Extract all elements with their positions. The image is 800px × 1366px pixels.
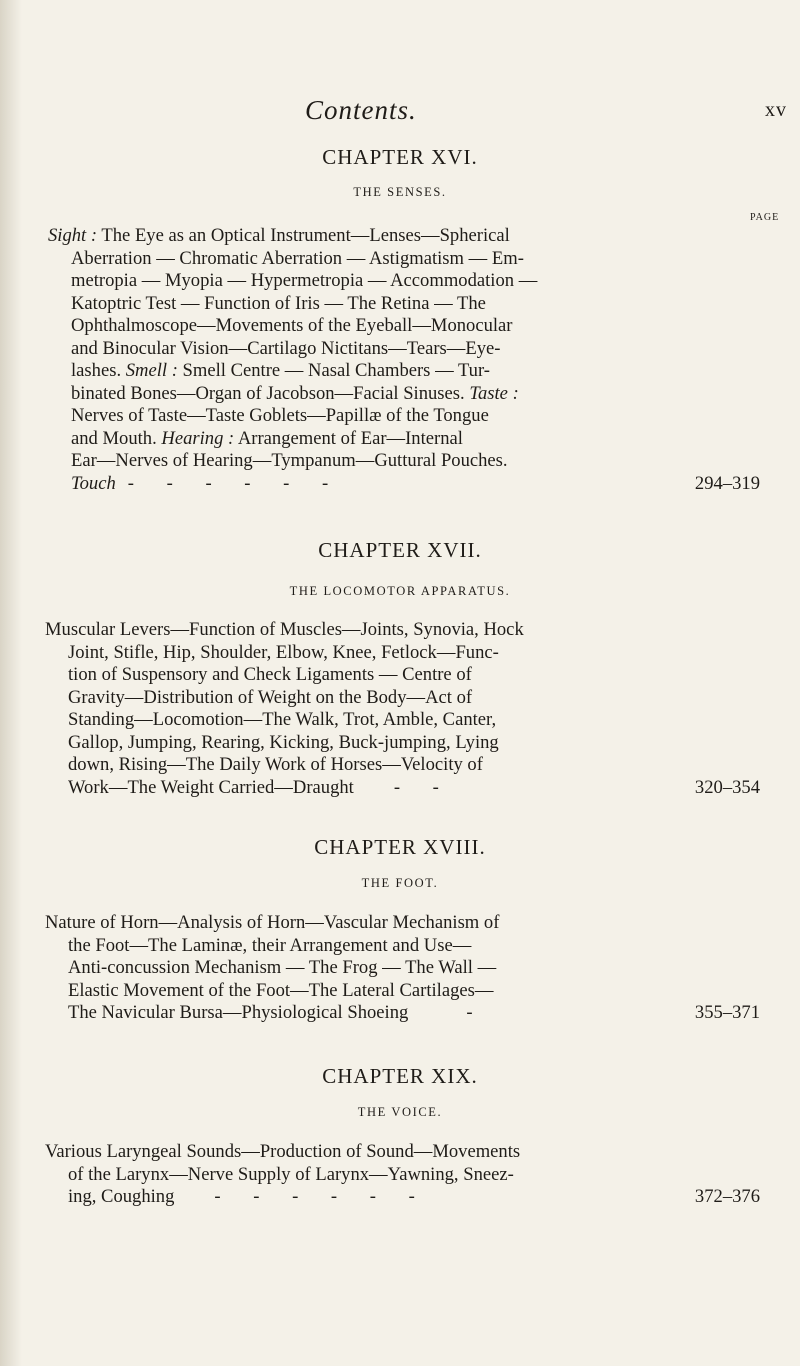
summary-line: Joint, Stifle, Hip, Shoulder, Elbow, Knee, Fetlock—Func-	[68, 641, 499, 663]
leader-dots: - - - - - -	[127, 472, 343, 494]
summary-line: Nature of Horn—Analysis of Horn—Vascular Mechanism of	[45, 912, 500, 933]
section-label-smell: Smell :	[125, 360, 178, 381]
section-label-taste: Taste :	[469, 382, 519, 404]
summary-line: Standing—Locomotion—The Walk, Trot, Amble, Canter,	[68, 709, 497, 730]
summary-line: and Mouth. Hearing : Arrangement of Ear—Internal	[71, 427, 463, 449]
summary-line: Nerves of Taste—Taste Goblets—Papillæ of the Tongue	[71, 405, 489, 426]
summary-line: Elastic Movement of the Foot—The Lateral Cartilages—	[68, 979, 494, 1001]
summary-line-with-pages: ing, Coughing - - - - - - 372–376	[68, 1186, 760, 1207]
summary-line: tion of Suspensory and Check Ligaments — Centre of	[68, 664, 472, 685]
section-label-sight: Sight :	[48, 225, 98, 246]
summary-line-with-pages: The Navicular Bursa—Physiological Shoeing - 355–371	[68, 1002, 760, 1023]
chapter-summary	[45, 912, 760, 1025]
summary-line: Anti-concussion Mechanism — The Frog — The Wall —	[68, 957, 497, 978]
summary-line: Katoptric Test — Function of Iris — The Retina — The	[71, 292, 486, 314]
running-title: Contents.	[305, 95, 417, 125]
binding-shadow	[0, 0, 22, 1366]
summary-line-with-pages	[48, 473, 760, 496]
chapter-title: CHAPTER XVI.	[322, 145, 478, 169]
summary-line: and Binocular Vision—Cartilago Nictitans—Tears—Eye-	[71, 337, 501, 359]
summary-line: Sight : The Eye as an Optical Instrument—Lenses—Spherical	[48, 225, 510, 246]
chapter-title: CHAPTER XIX.	[322, 1064, 478, 1088]
page-range: 294–319	[694, 472, 760, 494]
summary-line: Muscular Levers—Function of Muscles—Joints, Synovia, Hock	[45, 619, 524, 640]
page-number: xv	[765, 99, 787, 121]
chapter-title: CHAPTER XVII.	[318, 538, 482, 562]
page-column-label: PAGE	[750, 212, 780, 223]
chapter-summary	[48, 225, 760, 495]
section-label-hearing: Hearing :	[161, 427, 235, 449]
page-range: 355–371	[694, 1002, 760, 1023]
chapter-subtitle: THE SENSES.	[353, 185, 447, 199]
chapter-summary	[45, 619, 760, 799]
page-range: 372–376	[694, 1186, 760, 1207]
summary-line: Aberration — Chromatic Aberration — Astigmatism — Em-	[71, 247, 524, 269]
chapter-subtitle: THE VOICE.	[357, 1105, 443, 1119]
summary-line: Gallop, Jumping, Rearing, Kicking, Buck-jumping, Lying	[68, 731, 499, 753]
summary-line: Ophthalmoscope—Movements of the Eyeball—Monocular	[71, 315, 513, 336]
summary-line: the Foot—The Laminæ, their Arrangement and Use—	[68, 934, 472, 956]
chapter-subtitle: THE LOCOMOTOR APPARATUS.	[289, 584, 511, 598]
summary-line: binated Bones—Organ of Jacobson—Facial Sinuses. Taste :	[71, 382, 519, 404]
summary-line-with-pages: Work—The Weight Carried—Draught - - 320–354	[68, 776, 760, 798]
summary-line: of the Larynx—Nerve Supply of Larynx—Yawning, Sneez-	[68, 1163, 514, 1185]
chapter-subtitle: THE FOOT.	[361, 876, 439, 890]
chapter-summary	[45, 1141, 760, 1209]
leader-dots: -	[466, 1002, 487, 1023]
summary-line: Various Laryngeal Sounds—Production of Sound—Movements	[45, 1141, 521, 1162]
summary-line: Ear—Nerves of Hearing—Tympanum—Guttural Pouches.	[71, 450, 508, 471]
page-range: 320–354	[694, 776, 760, 798]
leader-dots: - - - - - -	[214, 1186, 429, 1207]
summary-line: lashes. Smell : Smell Centre — Nasal Chambers — Tur-	[71, 360, 490, 381]
summary-line: Gravity—Distribution of Weight on the Body—Act of	[68, 686, 473, 708]
running-head	[0, 95, 800, 135]
section-label-touch: Touch	[71, 472, 116, 494]
summary-line: metropia — Myopia — Hypermetropia — Accommodation —	[71, 270, 538, 291]
leader-dots: - -	[393, 776, 453, 798]
summary-line: down, Rising—The Daily Work of Horses—Velocity of	[68, 754, 483, 775]
chapter-title: CHAPTER XVIII.	[314, 835, 486, 859]
